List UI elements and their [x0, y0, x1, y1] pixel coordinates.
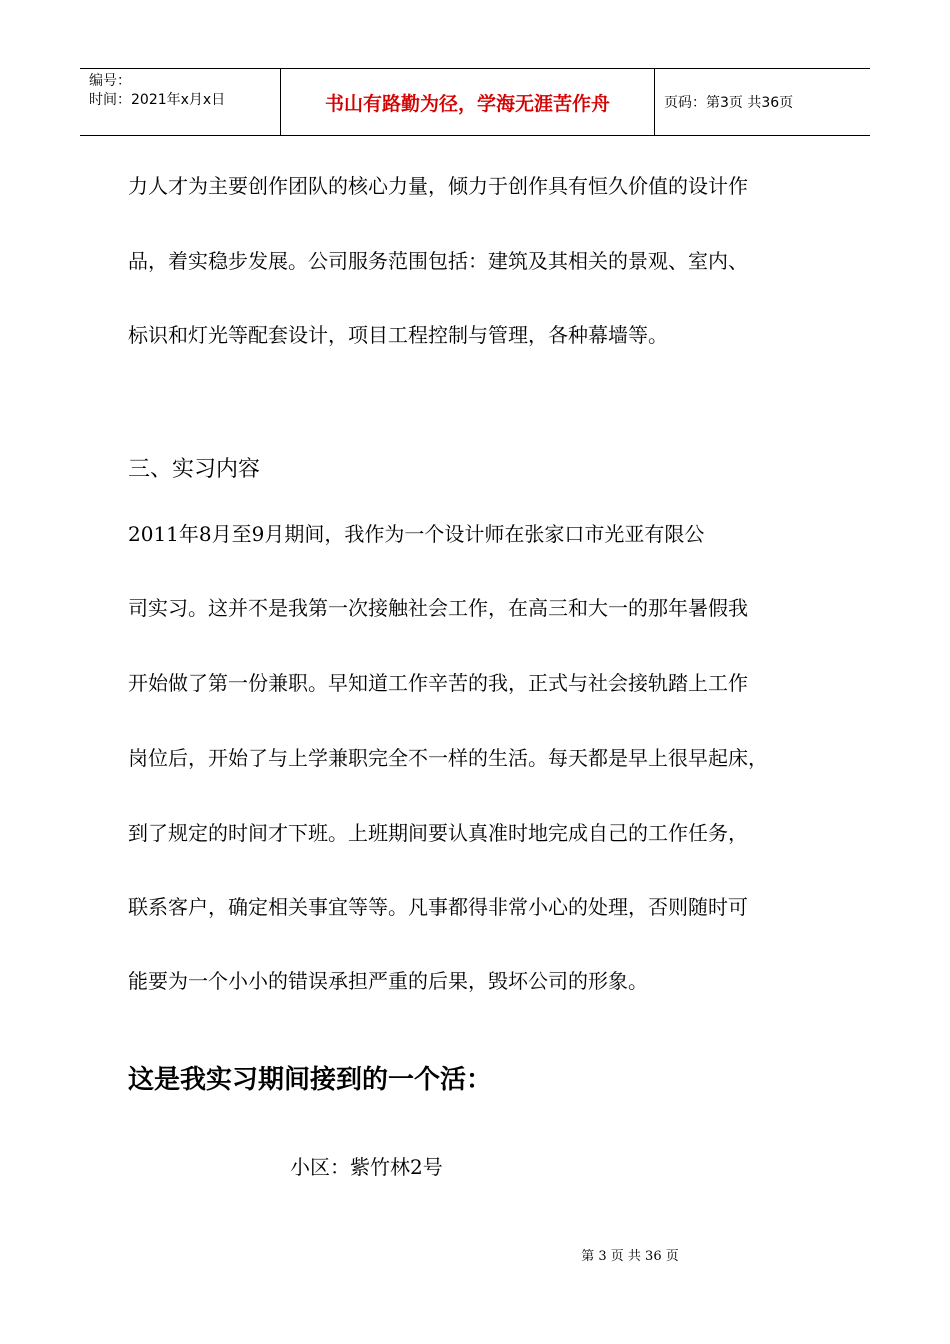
- intro-line: 标识和灯光等配套设计，项目工程控制与管理，各种幕墙等。: [128, 323, 668, 347]
- body-line: 到了规定的时间才下班。上班期间要认真准时地完成自己的工作任务，: [128, 821, 748, 845]
- document-number-label: 编号：: [89, 73, 131, 89]
- intro-line: 品，着实稳步发展。公司服务范围包括：建筑及其相关的景观、室内、: [128, 249, 748, 273]
- page-footer: 第 3 页 共 36 页: [581, 1249, 679, 1264]
- body-line: 2011年8月至9月期间，我作为一个设计师在张家口市光亚有限公: [128, 522, 705, 546]
- body-line: 能要为一个小小的错误承担严重的后果，毁坏公司的形象。: [128, 969, 648, 993]
- header-motto: 书山有路勤为径，学海无涯苦作舟: [324, 93, 610, 115]
- task-heading: 这是我实习期间接到的一个活：: [128, 1065, 493, 1095]
- header-page-cell: [655, 69, 870, 135]
- document-date-label: 时间：2021年x月x日: [89, 92, 226, 108]
- intro-line: 力人才为主要创作团队的核心力量，倾力于创作具有恒久价值的设计作: [128, 174, 748, 198]
- header-motto-cell: [281, 69, 655, 135]
- body-line: 岗位后，开始了与上学兼职完全不一样的生活。每天都是早上很早起床，: [128, 746, 768, 770]
- community-line: 小区：紫竹林2号: [290, 1155, 443, 1179]
- page-header: [80, 68, 870, 136]
- body-line: 联系客户，确定相关事宜等等。凡事都得非常小心的处理，否则随时可: [128, 895, 748, 919]
- header-info-cell: [80, 69, 281, 135]
- body-line: 开始做了第一份兼职。早知道工作辛苦的我，正式与社会接轨踏上工作: [128, 671, 748, 695]
- section-heading: 三、实习内容: [128, 457, 261, 482]
- body-line: 司实习。这并不是我第一次接触社会工作，在高三和大一的那年暑假我: [128, 596, 748, 620]
- header-page-info: 页码：第3页 共36页: [664, 95, 794, 111]
